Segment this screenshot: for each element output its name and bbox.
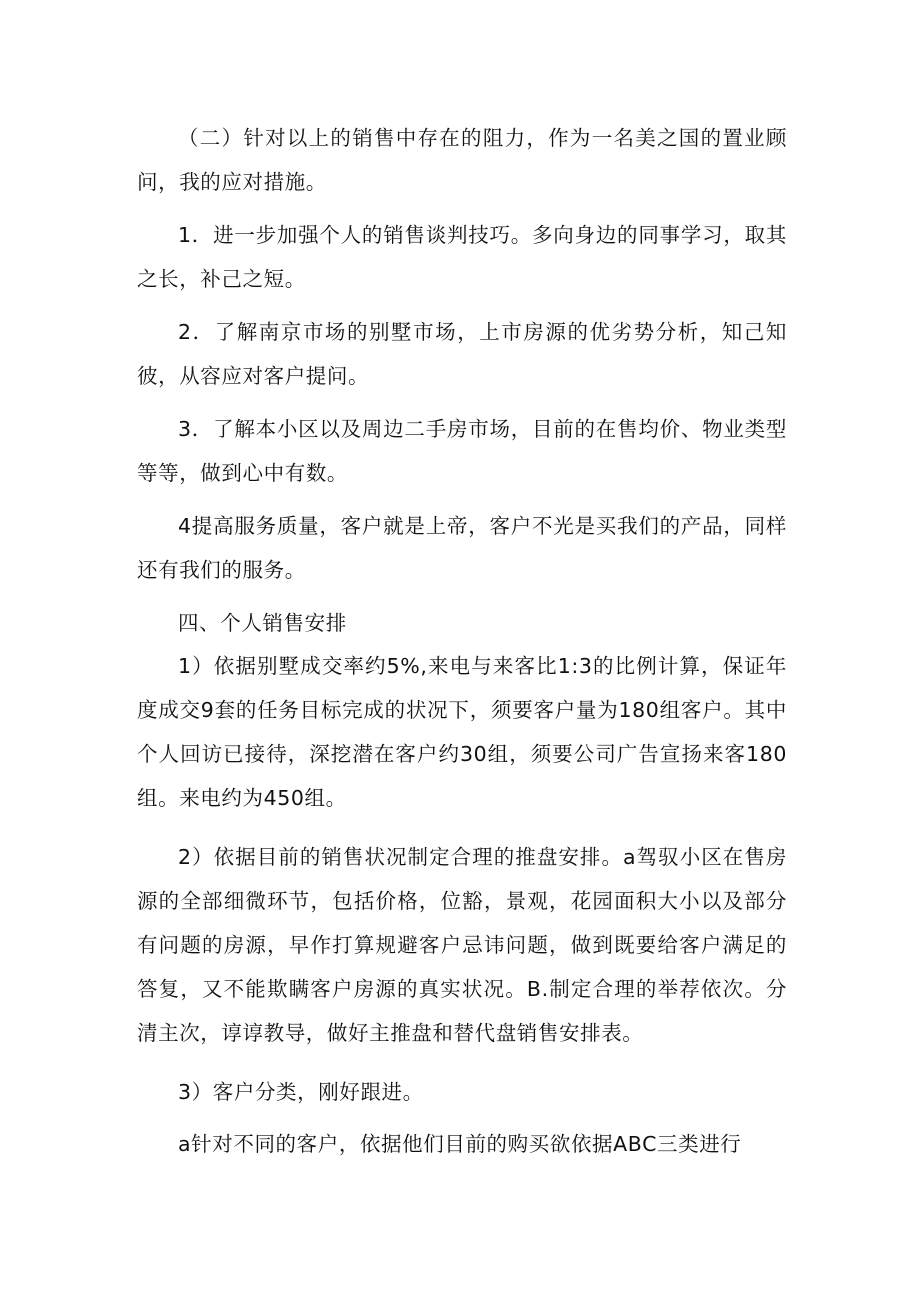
paragraph-plan-3a: a针对不同的客户，依据他们目前的购买欲依据ABC三类进行 (178, 1132, 742, 1156)
paragraph-plan-1: 1）依据别墅成交率约5%,来电与来客比1:3的比例计算，保证年度成交9套的任务目标完成的状况下，须要客户量为180组客户。其中个人回访已接待，深挖潜在客户约30组，须要公司广告宣扬来客180组。来电约为450组。 (137, 654, 787, 810)
paragraph-item-2: 2．了解南京市场的别墅市场，上市房源的优劣势分析，知己知彼，从容应对客户提问。 (137, 320, 787, 388)
paragraph-countermeasures-intro: （二）针对以上的销售中存在的阻力，作为一名美之国的置业顾问，我的应对措施。 (137, 126, 787, 194)
paragraph-plan-3: 3）客户分类，刚好跟进。 (178, 1080, 424, 1104)
paragraph-item-3: 3．了解本小区以及周边二手房市场，目前的在售均价、物业类型等等，做到心中有数。 (137, 417, 787, 485)
paragraph-item-4: 4提高服务质量，客户就是上帝，客户不光是买我们的产品，同样还有我们的服务。 (137, 514, 787, 582)
section-heading-sales-plan: 四、个人销售安排 (178, 611, 347, 635)
paragraph-plan-2: 2）依据目前的销售状况制定合理的推盘安排。a驾驭小区在售房源的全部细微环节，包括价格，位豁，景观，花园面积大小以及部分有问题的房源，早作打算规避客户忌讳问题，做到既要给客户满足的答复，又不能欺瞒客户房源的真实状况。B.制定合理的举荐依次。分清主次，谆谆教导，做好主推盘和替代盘销售安排表。 (137, 845, 787, 1045)
paragraph-item-1: 1．进一步加强个人的销售谈判技巧。多向身边的同事学习，取其之长，补己之短。 (137, 223, 787, 291)
